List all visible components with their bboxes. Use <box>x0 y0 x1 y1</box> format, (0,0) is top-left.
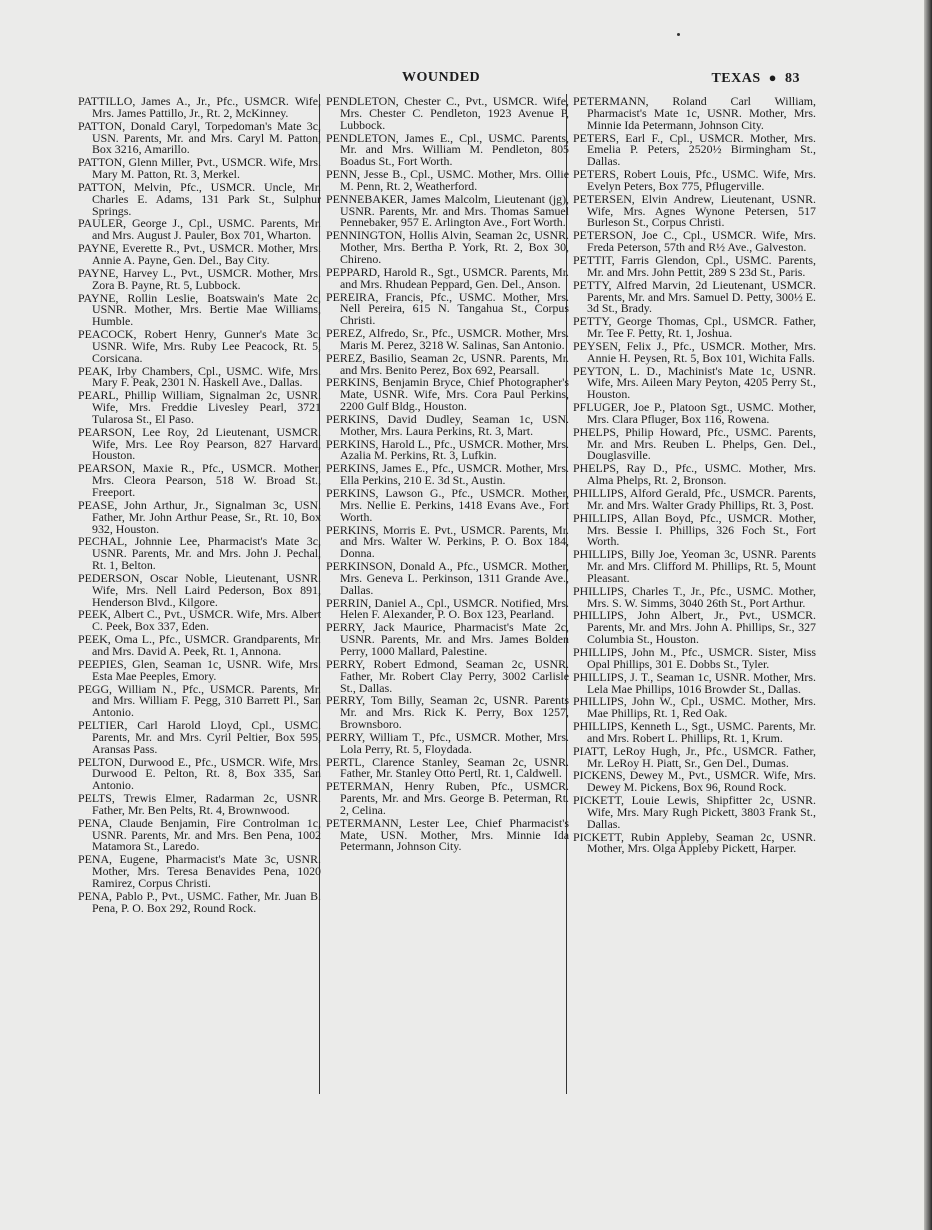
casualty-entry: PHILLIPS, John W., Cpl., USMC. Mother, Mrs. Mae Phillips, Rt. 1, Red Oak. <box>573 694 816 721</box>
casualty-entry: PHILLIPS, Alford Gerald, Pfc., USMCR. Parents, Mr. and Mrs. Walter Grady Phillips, Rt. 3, Post. <box>573 486 816 512</box>
casualty-entry: PENA, Claude Benjamin, Fire Controlman 1c, USNR. Parents, Mr. and Mrs. Ben Pena, 1002 Matamora St., Laredo. <box>78 815 321 854</box>
casualty-entry: PATTON, Donald Caryl, Torpedoman's Mate 3c, USN. Parents, Mr. and Mrs. Caryl M. Patton, Box 3216, Amarillo. <box>78 118 321 157</box>
casualty-entry: PICKETT, Louie Lewis, Shipfitter 2c, USNR. Wife, Mrs. Mary Rugh Pickett, 3803 Frank St., Dallas. <box>573 793 816 831</box>
casualty-entry: PENNINGTON, Hollis Alvin, Seaman 2c, USNR. Mother, Mrs. Bertha P. York, Rt. 2, Box 30, Chireno. <box>326 228 569 266</box>
casualty-entry: PERKINSON, Donald A., Pfc., USMCR. Mother, Mrs. Geneva L. Perkinson, 1311 Grande Ave., Dallas. <box>326 559 569 597</box>
casualty-entry: PEARSON, Maxie R., Pfc., USMCR. Mother, Mrs. Cleora Pearson, 518 W. Broad St., Freeport. <box>78 461 321 499</box>
casualty-entry: PEREZ, Alfredo, Sr., Pfc., USMCR. Mother, Mrs. Maris M. Perez, 3218 W. Salinas, San Antonio. <box>326 326 569 352</box>
casualty-entry: PAYNE, Harvey L., Pvt., USMCR. Mother, Mrs. Zora B. Payne, Rt. 5, Lubbock. <box>78 265 321 292</box>
casualty-entry: PATTON, Glenn Miller, Pvt., USMCR. Wife, Mrs. Mary M. Patton, Rt. 3, Merkel. <box>78 155 321 182</box>
casualty-entry: PETERMANN, Lester Lee, Chief Pharmacist's Mate, USN. Mother, Mrs. Minnie Ida Petermann, Johnson City. <box>326 815 569 854</box>
casualty-entry: PEASE, John Arthur, Jr., Signalman 3c, USN. Father, Mr. John Arthur Pease, Sr., Rt. 10, Box 932, Houston. <box>78 497 321 536</box>
column-2 <box>326 96 569 854</box>
page-title: WOUNDED <box>402 70 481 85</box>
bullet-icon: ● <box>768 70 777 85</box>
casualty-entry: PATTON, Melvin, Pfc., USMCR. Uncle, Mr. Charles E. Adams, 131 Park St., Sulphur Springs. <box>78 179 321 218</box>
casualty-entry: PHELPS, Philip Howard, Pfc., USMC. Parents, Mr. and Mrs. Reuben L. Phelps, Gen. Del., Douglasville. <box>573 424 816 463</box>
casualty-entry: PHILLIPS, Charles T., Jr., Pfc., USMC. Mother, Mrs. S. W. Simms, 3040 26th St., Port Arthur. <box>573 583 816 610</box>
casualty-entry: PAYNE, Everette R., Pvt., USMCR. Mother, Mrs. Annie A. Payne, Gen. Del., Bay City. <box>78 241 321 267</box>
page-number: 83 <box>785 71 800 86</box>
casualty-entry: PELTS, Trewis Elmer, Radarman 2c, USNR. Father, Mr. Ben Pelts, Rt. 4, Brownwood. <box>78 791 321 817</box>
casualty-entry: PENDLETON, Chester C., Pvt., USMCR. Wife, Mrs. Chester C. Pendleton, 1923 Avenue P, Lubbock. <box>326 94 569 132</box>
casualty-entry: PETTY, George Thomas, Cpl., USMCR. Father, Mr. Tee F. Petty, Rt. 1, Joshua. <box>573 314 816 341</box>
casualty-entry: PHILLIPS, Billy Joe, Yeoman 3c, USNR. Parents Mr. and Mrs. Clifford M. Phillips, Rt. 5, Mount Pleasant. <box>573 547 816 585</box>
casualty-entry: PETERMAN, Henry Ruben, Pfc., USMCR. Parents, Mr. and Mrs. George B. Peterman, Rt. 2, Celina. <box>326 779 569 817</box>
casualty-entry: PEREIRA, Francis, Pfc., USMC. Mother, Mrs. Nell Pereira, 615 N. Tangahua St., Corpus Christi. <box>326 289 569 328</box>
casualty-entry: PERRY, Tom Billy, Seaman 2c, USNR. Parents Mr. and Mrs. Rick K. Perry, Box 1257, Brownsboro. <box>326 693 569 732</box>
casualty-entry: PHILLIPS, John Albert, Jr., Pvt., USMCR. Parents, Mr. and Mrs. John A. Phillips, Sr., 327 Columbia St., Houston. <box>573 608 816 647</box>
casualty-entry: PERKINS, David Dudley, Seaman 1c, USN. Mother, Mrs. Laura Perkins, Rt. 3, Mart. <box>326 411 569 438</box>
casualty-entry: PEDERSON, Oscar Noble, Lieutenant, USNR. Wife, Mrs. Nell Laird Pederson, Box 891, Henderson Blvd., Kilgore. <box>78 570 321 609</box>
page-header <box>76 70 816 90</box>
casualty-entry: PHILLIPS, John M., Pfc., USMCR. Sister, Miss Opal Phillips, 301 E. Dobbs St., Tyler. <box>573 644 816 671</box>
casualty-entry: PEEK, Oma L., Pfc., USMCR. Grandparents, Mr. and Mrs. David A. Peek, Rt. 1, Annona. <box>78 632 321 658</box>
casualty-entry: PETERS, Robert Louis, Pfc., USMC. Wife, Mrs. Evelyn Peters, Box 775, Pflugerville. <box>573 167 816 193</box>
casualty-entry: PERRY, Robert Edmond, Seaman 2c, USNR. Father, Mr. Robert Clay Perry, 3002 Carlisle St., Dallas. <box>326 656 569 695</box>
casualty-entry: PICKENS, Dewey M., Pvt., USMCR. Wife, Mrs. Dewey M. Pickens, Box 96, Round Rock. <box>573 768 816 795</box>
casualty-entry: PERRIN, Daniel A., Cpl., USMCR. Notified, Mrs. Helen F. Alexander, P. O. Box 123, Pearland. <box>326 595 569 622</box>
casualty-entry: PEARL, Phillip William, Signalman 2c, USNR. Wife, Mrs. Freddie Livesley Pearl, 3721 Tularosa St., El Paso. <box>78 388 321 426</box>
casualty-entry: PENDLETON, James E., Cpl., USMC. Parents, Mr. and Mrs. William M. Pendleton, 805 Boadus St., Fort Worth. <box>326 130 569 169</box>
casualty-entry: PEEPIES, Glen, Seaman 1c, USNR. Wife, Mrs. Esta Mae Peeples, Emory. <box>78 656 321 683</box>
column-3 <box>573 96 816 856</box>
casualty-entry: PICKETT, Rubin Appleby, Seaman 2c, USNR. Mother, Mrs. Olga Appleby Pickett, Harper. <box>573 829 816 856</box>
casualty-entry: PETERSON, Joe C., Cpl., USMCR. Wife, Mrs. Freda Peterson, 57th and R½ Ave., Galveston. <box>573 228 816 255</box>
casualty-entry: PHILLIPS, Kenneth L., Sgt., USMC. Parents, Mr. and Mrs. Robert L. Phillips, Rt. 1, Krum. <box>573 719 816 745</box>
casualty-entry: PERRY, Jack Maurice, Pharmacist's Mate 2c, USNR. Parents, Mr. and Mrs. James Bolden Perry, 1000 Mallard, Palestine. <box>326 620 569 658</box>
column-1 <box>78 96 321 916</box>
scan-edge <box>924 0 932 1230</box>
casualty-entry: PERKINS, James E., Pfc., USMCR. Mother, Mrs. Ella Perkins, 210 E. 3d St., Austin. <box>326 461 569 488</box>
casualty-entry: PELTON, Durwood E., Pfc., USMCR. Wife, Mrs. Durwood E. Pelton, Rt. 8, Box 335, San Antonio. <box>78 754 321 793</box>
state-name: TEXAS <box>711 71 761 86</box>
casualty-entry: PERKINS, Harold L., Pfc., USMCR. Mother, Mrs. Azalia M. Perkins, Rt. 3, Lufkin. <box>326 436 569 463</box>
casualty-entry: PEAK, Irby Chambers, Cpl., USMC. Wife, Mrs. Mary F. Peak, 2301 N. Haskell Ave., Dallas. <box>78 363 321 390</box>
casualty-entry: PERKINS, Lawson G., Pfc., USMCR. Mother, Mrs. Nellie E. Perkins, 1418 Evans Ave., Fort Worth. <box>326 486 569 524</box>
casualty-entry: PEARSON, Lee Roy, 2d Lieutenant, USMCR. Wife, Mrs. Lee Roy Pearson, 827 Harvard, Houston. <box>78 424 321 463</box>
casualty-entry: PETTY, Alfred Marvin, 2d Lieutenant, USMCR. Parents, Mr. and Mrs. Samuel D. Petty, 300½ E. 3d St., Brady. <box>573 277 816 316</box>
casualty-entry: PELTIER, Carl Harold Lloyd, Cpl., USMC. Parents, Mr. and Mrs. Cyril Peltier, Box 595, Aransas Pass. <box>78 718 321 756</box>
casualty-entry: PETTIT, Farris Glendon, Cpl., USMC. Parents, Mr. and Mrs. John Pettit, 289 S 23d St., Paris. <box>573 252 816 279</box>
casualty-entry: PHELPS, Ray D., Pfc., USMC. Mother, Mrs. Alma Phelps, Rt. 2, Bronson. <box>573 461 816 488</box>
casualty-entry: PECHAL, Johnnie Lee, Pharmacist's Mate 3c, USNR. Parents, Mr. and Mrs. John J. Pechal, Rt. 1, Belton. <box>78 534 321 573</box>
casualty-entry: PEREZ, Basilio, Seaman 2c, USNR. Parents, Mr. and Mrs. Benito Perez, Box 692, Pearsall. <box>326 350 569 377</box>
casualty-entry: PENA, Pablo P., Pvt., USMC. Father, Mr. Juan B. Pena, P. O. Box 292, Round Rock. <box>78 888 321 915</box>
casualty-entry: PATTILLO, James A., Jr., Pfc., USMCR. Wife, Mrs. James Pattillo, Jr., Rt. 2, McKinney. <box>78 94 321 120</box>
casualty-entry: PETERS, Earl F., Cpl., USMCR. Mother, Mrs. Emelia P. Peters, 2520½ Birmingham St., Dallas. <box>573 130 816 169</box>
casualty-entry: PENA, Eugene, Pharmacist's Mate 3c, USNR. Mother, Mrs. Teresa Benavides Pena, 1020 Ramirez, Corpus Christi. <box>78 852 321 890</box>
casualty-entry: PEYSEN, Felix J., Pfc., USMCR. Mother, Mrs. Annie H. Peysen, Rt. 5, Box 101, Wichita Falls. <box>573 338 816 365</box>
casualty-entry: PAYNE, Rollin Leslie, Boatswain's Mate 2c, USNR. Mother, Mrs. Bertie Mae Williams, Humble. <box>78 290 321 329</box>
casualty-entry: PETERSEN, Elvin Andrew, Lieutenant, USNR. Wife, Mrs. Agnes Wynone Petersen, 517 Burleson St., Corpus Christi. <box>573 191 816 230</box>
casualty-entry: PHILLIPS, Allan Boyd, Pfc., USMCR. Mother, Mrs. Bessie I. Phillips, 326 Foch St., Fort Worth. <box>573 510 816 549</box>
casualty-entry: PIATT, LeRoy Hugh, Jr., Pfc., USMCR. Father, Mr. LeRoy H. Piatt, Sr., Gen Del., Dumas. <box>573 743 816 770</box>
casualty-entry: PEEK, Albert C., Pvt., USMCR. Wife, Mrs. Albert C. Peek, Box 337, Eden. <box>78 607 321 634</box>
header-right <box>711 70 800 87</box>
casualty-entry: PAULER, George J., Cpl., USMC. Parents, Mr. and Mrs. August J. Pauler, Box 701, Wharton. <box>78 216 321 243</box>
casualty-entry: PETERMANN, Roland Carl William, Pharmacist's Mate 1c, USNR. Mother, Mrs. Minnie Ida Petermann, Johnson City. <box>573 94 816 132</box>
casualty-entry: PEACOCK, Robert Henry, Gunner's Mate 3c, USNR. Wife, Mrs. Ruby Lee Peacock, Rt. 5, Corsicana. <box>78 327 321 365</box>
casualty-entry: PERTL, Clarence Stanley, Seaman 2c, USNR. Father, Mr. Stanley Otto Pertl, Rt. 1, Caldwell. <box>326 754 569 781</box>
casualty-entry: PENN, Jesse B., Cpl., USMC. Mother, Mrs. Ollie M. Penn, Rt. 2, Weatherford. <box>326 167 569 193</box>
casualty-entry: PHILLIPS, J. T., Seaman 1c, USNR. Mother, Mrs. Lela Mae Phillips, 1016 Browder St., Dallas. <box>573 669 816 696</box>
casualty-entry: PEYTON, L. D., Machinist's Mate 1c, USNR. Wife, Mrs. Aileen Mary Peyton, 4205 Perry St., Houston. <box>573 363 816 402</box>
casualty-entry: PEPPARD, Harold R., Sgt., USMCR. Parents, Mr. and Mrs. Rhudean Peppard, Gen. Del., Anson. <box>326 264 569 291</box>
speck <box>677 33 680 36</box>
casualty-entry: PERKINS, Morris E. Pvt., USMCR. Parents, Mr. and Mrs. Walter W. Perkins, P. O. Box 184, Donna. <box>326 522 569 561</box>
casualty-entry: PEGG, William N., Pfc., USMCR. Parents, Mr. and Mrs. William F. Pegg, 310 Barrett Pl., San Antonio. <box>78 681 321 720</box>
casualty-entry: PERKINS, Benjamin Bryce, Chief Photographer's Mate, USNR. Wife, Mrs. Cora Paul Perkins, 2200 Gulf Bldg., Houston. <box>326 375 569 414</box>
casualty-entry: PERRY, William T., Pfc., USMCR. Mother, Mrs. Lola Perry, Rt. 5, Floydada. <box>326 729 569 756</box>
casualty-entry: PENNEBAKER, James Malcolm, Lieutenant (jg), USNR. Parents, Mr. and Mrs. Thomas Samuel Pennebaker, 957 E. Arlington Ave., Fort Worth. <box>326 191 569 230</box>
casualty-entry: PFLUGER, Joe P., Platoon Sgt., USMC. Mother, Mrs. Clara Pfluger, Box 116, Rowena. <box>573 400 816 426</box>
